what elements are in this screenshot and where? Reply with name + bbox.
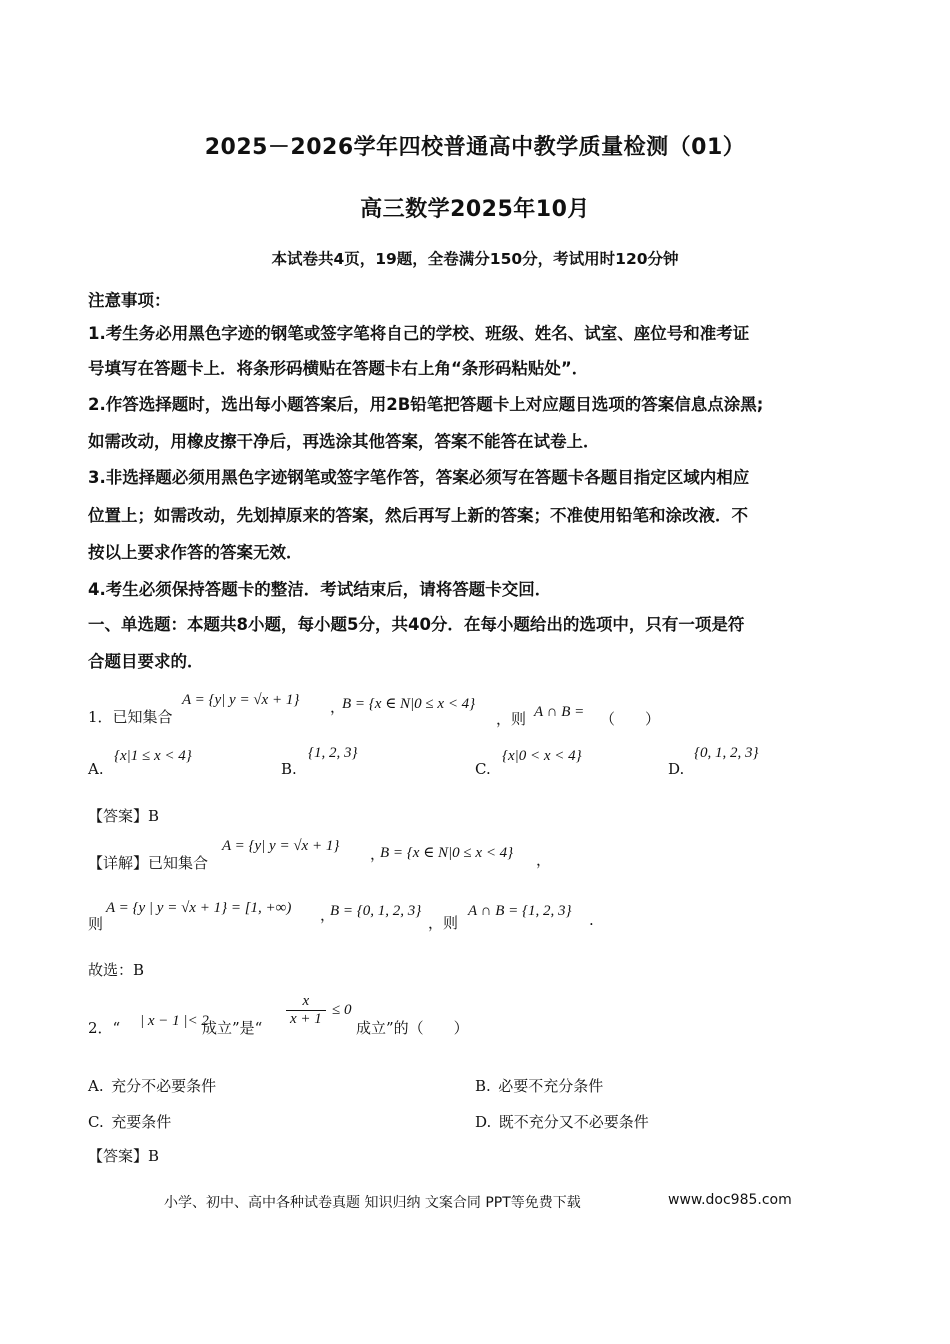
q2-condition-1: | x − 1 |< 2 [140, 1013, 209, 1029]
q1-answer: 【答案】B [88, 807, 160, 825]
option-text: 充分不必要条件 [111, 1077, 217, 1095]
option-b-letter: B. [281, 760, 297, 778]
notice-line: 3.非选择题必须用黑色字迹钢笔或签字笔作答，答案必须写在答题卡各题目指定区域内相应 [88, 468, 750, 487]
question-text: 已知集合 [112, 708, 173, 726]
q1-conclusion: 故选：B [88, 961, 145, 979]
exam-info: 本试卷共4页，19题，全卷满分150分，考试用时120分钟 [271, 250, 679, 268]
q1-set-b: B = {x ∈ N|0 ≤ x < 4} [342, 696, 476, 712]
option-d: {0, 1, 2, 3} [694, 745, 759, 761]
q2-open-quote: “ [112, 1019, 121, 1037]
q1-detail-set-b: B = {x ∈ N|0 ≤ x < 4} [380, 845, 514, 861]
q2-answer: 【答案】B [88, 1147, 160, 1165]
section-heading: 一、单选题：本题共8小题，每小题5分，共40分．在每小题给出的选项中，只有一项是符 [88, 615, 745, 634]
q1-detail-label: 【详解】已知集合 [88, 854, 209, 872]
footer-text: 小学、初中、高中各种试卷真题 知识归纳 文案合同 PPT等免费下载 [164, 1195, 581, 1211]
question-2 [88, 1017, 120, 1038]
q1-result-sep: ， [320, 906, 336, 924]
option-letter: C. [88, 1113, 104, 1131]
q2-option-b [475, 1075, 603, 1096]
option-a-letter: A. [88, 760, 104, 778]
q1-then2: ，则 [428, 914, 459, 932]
q1-sep: ， [330, 698, 346, 716]
question-number: 1． [88, 708, 113, 726]
notice-line: 位置上；如需改动，先划掉原来的答案，然后再写上新的答案；不准使用铅笔和涂改液．不 [88, 506, 748, 525]
q1-period: . [589, 911, 594, 929]
q2-option-d [475, 1111, 649, 1132]
footer-url[interactable]: www.doc985.com [668, 1192, 792, 1208]
option-b: {1, 2, 3} [308, 745, 358, 761]
notice-line: 2.作答选择题时，选出每小题答案后，用2B铅笔把答题卡上对应题目选项的答案信息点涂黑; [88, 395, 764, 414]
q2-fraction [286, 993, 326, 1028]
option-c-letter: C. [475, 760, 491, 778]
page-title: 2025－2026学年四校普通高中教学质量检测（01） [204, 135, 746, 160]
question-number: 2． [88, 1019, 113, 1037]
q1-result-b: B = {0, 1, 2, 3} [330, 903, 422, 919]
q2-frac-num: x [286, 993, 326, 1011]
q2-text-1: 成立”是“ [202, 1019, 263, 1037]
q1-question: A ∩ B = [534, 704, 585, 720]
option-letter: A. [88, 1077, 104, 1095]
q2-option-c [88, 1111, 171, 1132]
section-heading-cont: 合题目要求的． [88, 652, 204, 671]
q1-detail-end: ， [536, 851, 552, 869]
q1-result: A ∩ B = {1, 2, 3} [468, 903, 572, 919]
q1-blank: （ ） [600, 710, 661, 728]
option-d-letter: D. [668, 760, 685, 778]
notice-heading: 注意事项： [88, 291, 171, 310]
notice-line: 4.考生必须保持答题卡的整洁．考试结束后，请将答题卡交回． [88, 580, 552, 599]
q2-option-a [88, 1075, 216, 1096]
option-text: 既不充分又不必要条件 [498, 1113, 649, 1131]
q1-result-a: A = {y | y = √x + 1} = [1, +∞) [106, 900, 292, 916]
q2-text-2: 成立”的（ ） [356, 1019, 469, 1037]
q2-frac-den: x + 1 [290, 1011, 322, 1027]
q1-detail-set-a: A = {y| y = √x + 1} [222, 838, 340, 854]
option-text: 必要不充分条件 [498, 1077, 604, 1095]
q1-then-label: 则 [88, 915, 104, 933]
q1-detail-sep: ， [370, 845, 386, 863]
option-text: 充要条件 [111, 1113, 172, 1131]
question-1 [88, 706, 173, 727]
notice-line: 如需改动，用橡皮擦干净后，再选涂其他答案，答案不能答在试卷上． [88, 432, 600, 451]
option-letter: D. [475, 1113, 492, 1131]
notice-line: 按以上要求作答的答案无效． [88, 543, 303, 562]
notice-line: 1.考生务必用黑色字迹的钢笔或签字笔将自己的学校、班级、姓名、试室、座位号和准考证 [88, 324, 750, 343]
notice-line: 号填写在答题卡上．将条形码横贴在答题卡右上角“条形码粘贴处”． [88, 359, 589, 378]
q1-then: ，则 [496, 710, 527, 728]
option-c: {x|0 < x < 4} [502, 748, 582, 764]
page-subtitle: 高三数学2025年10月 [360, 197, 590, 222]
option-letter: B. [475, 1077, 491, 1095]
q2-frac-relation: ≤ 0 [332, 1002, 352, 1018]
option-a: {x|1 ≤ x < 4} [114, 748, 192, 764]
q1-set-a: A = {y| y = √x + 1} [182, 692, 300, 708]
